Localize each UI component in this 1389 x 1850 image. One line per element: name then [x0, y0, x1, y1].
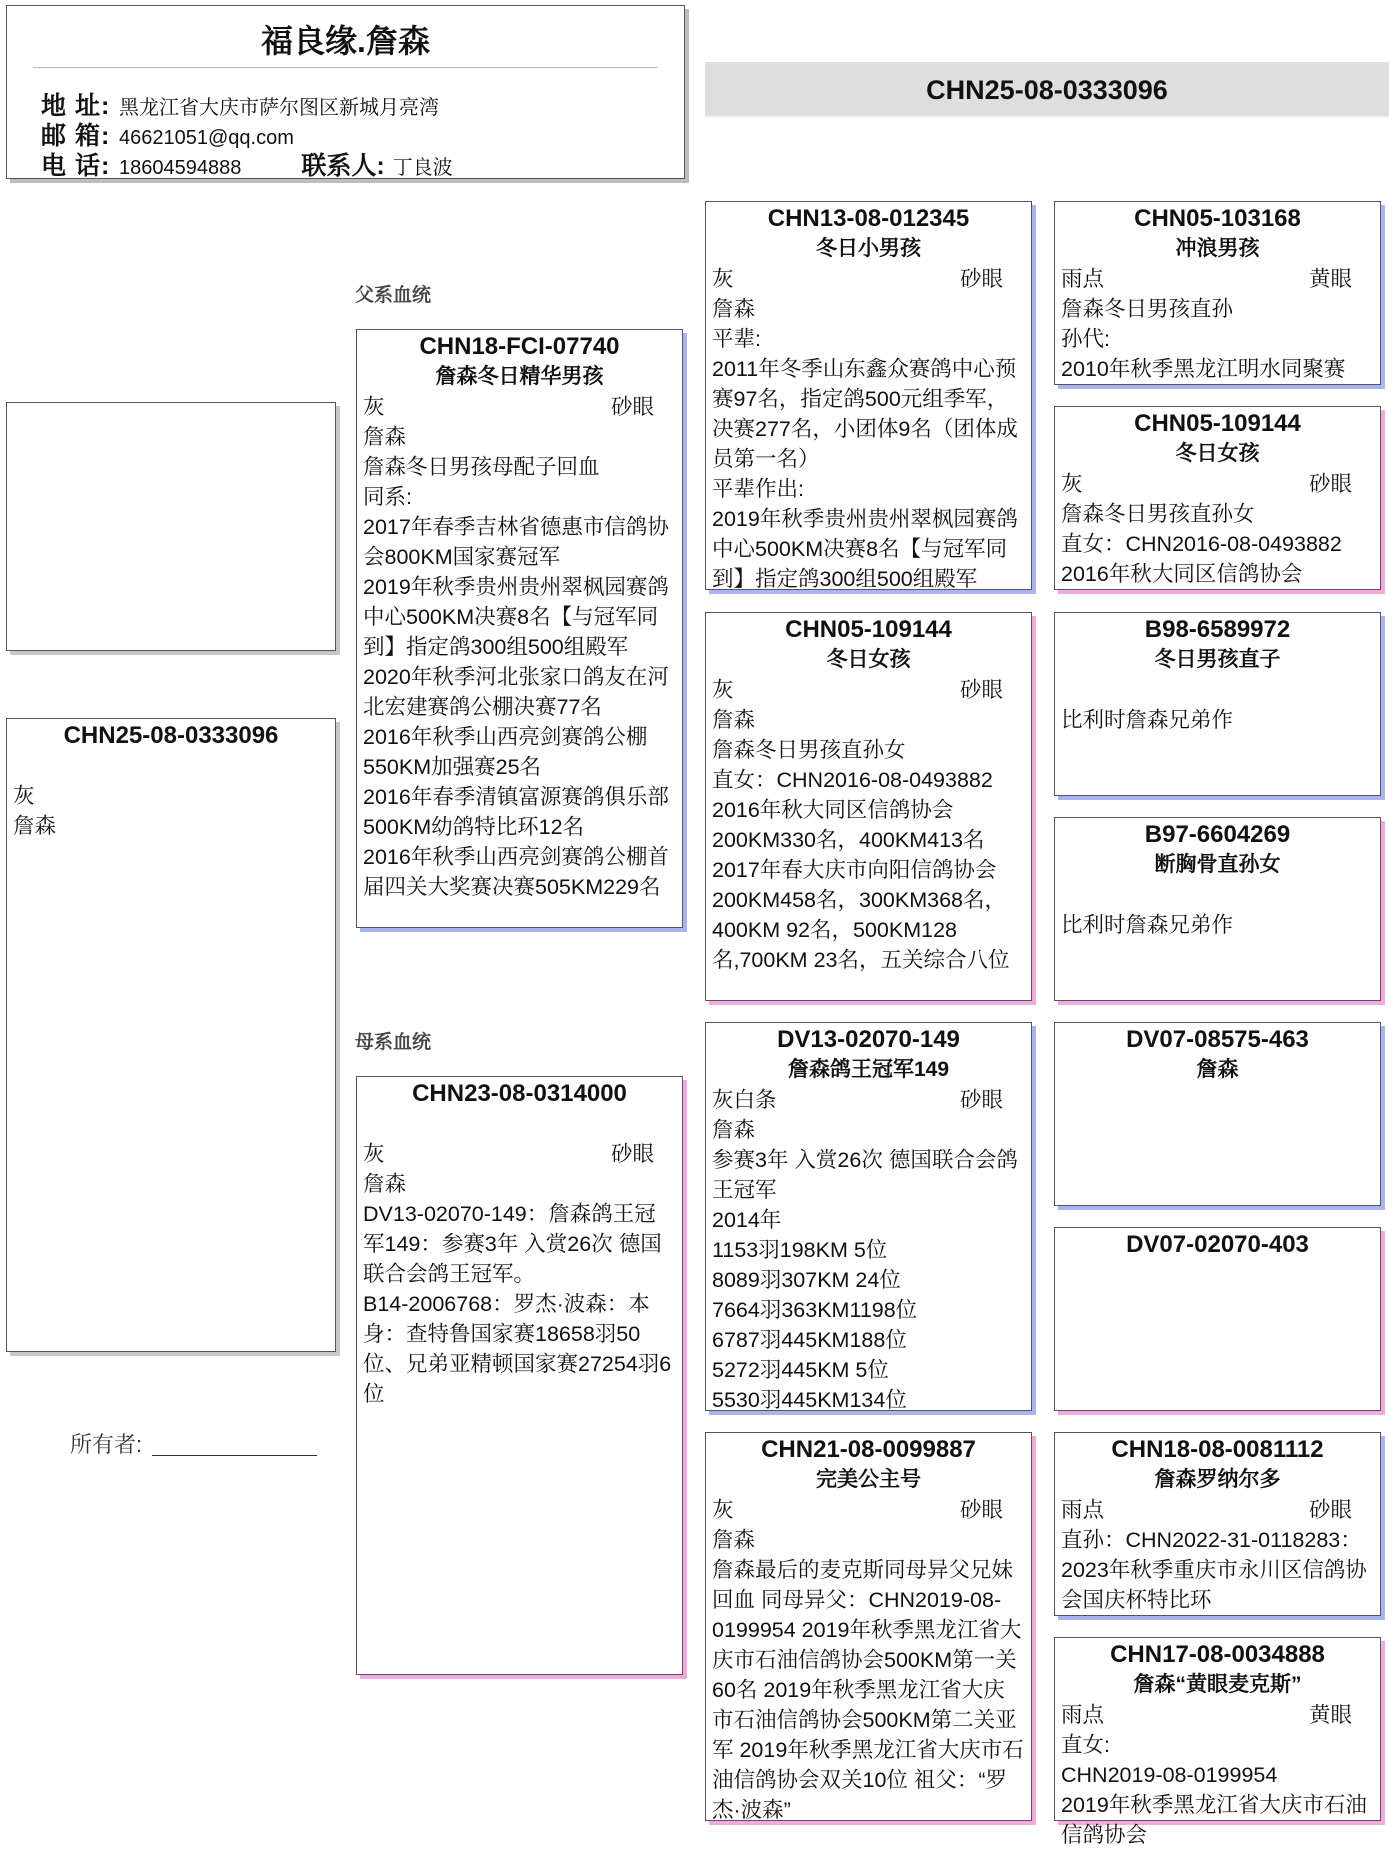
- sire-dam-line: 直女：CHN2016-08-0493882: [712, 768, 993, 792]
- sire-dam-line: 詹森冬日男孩直孙女: [712, 738, 906, 762]
- dam-dam-eye: 砂眼: [959, 1498, 1003, 1522]
- dam-line: DV13-02070-149：詹森鸽王冠军149：参赛3年 入赏26次 德国联合会鸽王冠军。: [363, 1202, 662, 1286]
- dd-sire-card: [1054, 1432, 1381, 1616]
- sd-sire-line: 比利时詹森兄弟作: [1061, 708, 1234, 732]
- sire-card: [356, 329, 683, 928]
- email-label: 邮 箱:: [41, 122, 111, 150]
- sd-dam-card: [1054, 817, 1381, 1001]
- ds-dam-ring: DV07-02070-403: [1126, 1231, 1309, 1258]
- dam-line-label: 母系血统: [355, 1032, 432, 1053]
- dam-sire-line: 6787羽445KM188位: [712, 1328, 907, 1352]
- ss-sire-name: 冲浪男孩: [1175, 237, 1260, 260]
- dam-sire-color-eye: [712, 1085, 1025, 1115]
- sire-sire-ring: CHN13-08-012345: [767, 205, 970, 232]
- dam-dam-line: 詹森最后的麦克斯同母异父兄妹回血 同母异父：CHN2019-08-0199954 2019年秋季黑龙江省大庆市石油信鸽协会500KM第一关60名 2019年秋季黑龙江省大庆市石油信鸽协会500KM第二关亚军 2019年秋季黑龙江省大庆市石油信鸽协会双关10位 祖父：“罗杰·波森”: [712, 1558, 1024, 1822]
- sire-line: 詹森冬日男孩母配子回血: [363, 455, 600, 479]
- dam-color: 灰: [363, 1142, 385, 1166]
- sd-dam-name: 断胸骨直孙女: [1154, 853, 1281, 876]
- dd-dam-line: 2019年秋季黑龙江省大庆市石油信鸽协会: [1061, 1793, 1367, 1847]
- ss-sire-color-eye: [1061, 264, 1374, 294]
- sire-eye: 砂眼: [610, 395, 654, 419]
- dd-sire-color-eye: [1061, 1495, 1374, 1525]
- dam-dam-line: 詹森: [712, 1528, 756, 1552]
- dd-dam-color-eye: [1061, 1700, 1374, 1730]
- sire-sire-line: 2011年冬季山东鑫众赛鸽中心预赛97名，指定鸽500元组季军，决赛277名，小团体9名（团体成员第一名）: [712, 357, 1018, 471]
- dd-sire-name: 詹森罗纳尔多: [1154, 1468, 1281, 1491]
- dam-sire-color: 灰白条: [712, 1088, 777, 1112]
- sire-line: 2019年秋季贵州贵州翠枫园赛鸽中心500KM决赛8名【与冠军同到】指定鸽300组500组殿军: [363, 575, 669, 659]
- sd-dam-ring: B97-6604269: [1144, 821, 1291, 848]
- dam-dam-ring: CHN21-08-0099887: [761, 1436, 976, 1463]
- dd-dam-color: 雨点: [1061, 1703, 1105, 1727]
- sire-line: 2020年秋季河北张家口鸽友在河北宏建赛鸽公棚决赛77名: [363, 665, 669, 719]
- ring-number-banner: CHN25-08-0333096: [705, 62, 1389, 118]
- sd-sire-card: [1054, 612, 1381, 796]
- sire-sire-card: [705, 201, 1032, 590]
- dd-dam-ring: CHN17-08-0034888: [1110, 1641, 1325, 1668]
- sire-dam-ring: CHN05-109144: [785, 616, 952, 643]
- sire-sire-line: 2019年秋季贵州贵州翠枫园赛鸽中心500KM决赛8名【与冠军同到】指定鸽300组500组殿军: [712, 507, 1018, 591]
- sire-line: 2016年秋季山西亮剑赛鸽公棚首届四关大奖赛决赛505KM229名: [363, 845, 669, 899]
- ss-dam-eye: 砂眼: [1308, 472, 1352, 496]
- phone-row: [41, 146, 453, 182]
- sire-line: 2017年春季吉林省德惠市信鸽协会800KM国家赛冠军: [363, 515, 669, 569]
- dam-sire-line: 2014年: [712, 1208, 782, 1232]
- dd-sire-color: 雨点: [1061, 1498, 1105, 1522]
- ds-dam-card: [1054, 1227, 1381, 1411]
- sire-line: 詹森: [363, 425, 407, 449]
- sire-dam-color-eye: [712, 675, 1025, 705]
- ss-sire-card: [1054, 201, 1381, 385]
- dam-sire-card: [705, 1022, 1032, 1411]
- subject-card: [6, 718, 336, 1352]
- header-divider: [33, 67, 658, 68]
- dd-dam-line: CHN2019-08-0199954: [1061, 1763, 1278, 1787]
- ss-dam-color: 灰: [1061, 472, 1083, 496]
- dam-sire-name: 詹森鸽王冠军149: [787, 1058, 950, 1081]
- sire-dam-name: 冬日女孩: [826, 648, 911, 671]
- ss-sire-eye: 黄眼: [1308, 267, 1352, 291]
- dam-dam-card: [705, 1432, 1032, 1821]
- loft-title: 福良缘.詹森: [261, 23, 430, 59]
- subject-strain: 詹森: [13, 814, 57, 838]
- sd-dam-line: 比利时詹森兄弟作: [1061, 913, 1234, 937]
- sire-dam-eye: 砂眼: [959, 678, 1003, 702]
- ss-dam-line: 詹森冬日男孩直孙女: [1061, 502, 1255, 526]
- dd-sire-eye: 砂眼: [1308, 1498, 1352, 1522]
- ss-dam-card: [1054, 406, 1381, 590]
- owner-field: [70, 1428, 317, 1459]
- email-value[interactable]: 46621051@qq.com: [119, 127, 294, 149]
- sire-line-label: 父系血统: [355, 285, 432, 306]
- phone-value[interactable]: 18604594888: [119, 157, 242, 179]
- dam-line: B14-2006768：罗杰·波森：本身：查特鲁国家赛18658羽50位、兄弟亚精顿国家赛27254羽6位: [363, 1292, 672, 1406]
- pigeon-photo-placeholder: [6, 402, 336, 651]
- owner-label: 所有者:: [70, 1432, 143, 1457]
- ss-sire-line: 2010年秋季黑龙江明水同聚赛: [1061, 357, 1346, 381]
- dd-dam-card: [1054, 1637, 1381, 1847]
- dam-sire-line: 8089羽307KM 24位: [712, 1268, 901, 1292]
- sire-dam-card: [705, 612, 1032, 1001]
- sire-sire-color-eye: [712, 264, 1025, 294]
- contact-value: 丁良波: [392, 157, 453, 179]
- sire-dam-line: 詹森: [712, 708, 756, 732]
- sd-sire-ring: B98-6589972: [1144, 616, 1291, 643]
- sire-sire-line: 平辈:: [712, 327, 761, 351]
- sire-sire-color: 灰: [712, 267, 734, 291]
- sire-dam-color: 灰: [712, 678, 734, 702]
- dd-dam-name: 詹森“黄眼麦克斯”: [1133, 1673, 1302, 1696]
- phone-label: 电 话:: [41, 152, 111, 180]
- ss-dam-line: 直女：CHN2016-08-0493882: [1061, 532, 1342, 556]
- dam-sire-eye: 砂眼: [959, 1088, 1003, 1112]
- dam-line: 詹森: [363, 1172, 407, 1196]
- dam-sire-line: 参赛3年 入赏26次 德国联合会鸽王冠军: [712, 1148, 1018, 1202]
- dam-dam-color-eye: [712, 1495, 1025, 1525]
- sire-sire-eye: 砂眼: [959, 267, 1003, 291]
- subject-ring: CHN25-08-0333096: [63, 722, 279, 749]
- dam-sire-line: 1153羽198KM 5位: [712, 1238, 888, 1262]
- ds-sire-ring: DV07-08575-463: [1126, 1026, 1309, 1053]
- dd-dam-line: 直女:: [1061, 1733, 1110, 1757]
- ss-dam-line: 2016年秋大同区信鸽协会: [1061, 562, 1303, 586]
- ss-sire-color: 雨点: [1061, 267, 1105, 291]
- ds-sire-name: 詹森: [1196, 1058, 1239, 1081]
- dd-sire-ring: CHN18-08-0081112: [1111, 1436, 1324, 1463]
- dam-sire-line: 詹森: [712, 1118, 756, 1142]
- dd-dam-eye: 黄眼: [1308, 1703, 1352, 1727]
- dam-dam-color: 灰: [712, 1498, 734, 1522]
- dam-dam-name: 完美公主号: [816, 1468, 921, 1491]
- dam-eye: 砂眼: [610, 1142, 654, 1166]
- ss-dam-color-eye: [1061, 469, 1374, 499]
- breeder-header: [6, 5, 685, 179]
- owner-signature-line[interactable]: [152, 1455, 317, 1456]
- sire-line: 2016年秋季山西亮剑赛鸽公棚550KM加强赛25名: [363, 725, 648, 779]
- sire-color-eye: [363, 392, 676, 422]
- dam-sire-ring: DV13-02070-149: [777, 1026, 960, 1053]
- sire-line: 同系:: [363, 485, 412, 509]
- sire-color: 灰: [363, 395, 385, 419]
- ss-sire-line: 孙代:: [1061, 327, 1110, 351]
- address-label: 地 址:: [41, 92, 111, 120]
- dam-sire-line: 5272羽445KM 5位: [712, 1358, 889, 1382]
- ss-sire-line: 詹森冬日男孩直孙: [1061, 297, 1234, 321]
- contact-label: 联系人:: [301, 152, 385, 180]
- ds-sire-card: [1054, 1022, 1381, 1206]
- ss-dam-name: 冬日女孩: [1175, 442, 1260, 465]
- sd-sire-name: 冬日男孩直子: [1154, 648, 1281, 671]
- sire-line: 2016年春季清镇富源赛鸽俱乐部500KM幼鸽特比环12名: [363, 785, 669, 839]
- dam-card: [356, 1076, 683, 1675]
- dam-sire-line: 5530羽445KM134位: [712, 1388, 907, 1412]
- sire-sire-line: 平辈作出:: [712, 477, 804, 501]
- dam-sire-line: 7664羽363KM1198位: [712, 1298, 918, 1322]
- address-value: 黑龙江省大庆市萨尔图区新城月亮湾: [119, 97, 439, 119]
- sire-sire-line: 詹森: [712, 297, 756, 321]
- sire-dam-line: 2017年春大庆市向阳信鸽协会200KM458名，300KM368名，400KM 92名，500KM128名,700KM 23名，五关综合八位: [712, 858, 1010, 972]
- sire-dam-line: 2016年秋大同区信鸽协会200KM330名，400KM413名: [712, 798, 985, 852]
- dam-color-eye: [363, 1139, 676, 1169]
- sire-ring: CHN18-FCI-07740: [419, 333, 620, 360]
- subject-color: 灰: [13, 784, 35, 808]
- ss-dam-ring: CHN05-109144: [1134, 410, 1301, 437]
- dam-ring: CHN23-08-0314000: [412, 1080, 627, 1107]
- sire-name: 詹森冬日精华男孩: [435, 365, 604, 388]
- sire-sire-name: 冬日小男孩: [816, 237, 921, 260]
- dd-sire-line: 直孙：CHN2022-31-0118283：2023年秋季重庆市永川区信鸽协会国庆杯特比环: [1061, 1528, 1367, 1612]
- ss-sire-ring: CHN05-103168: [1134, 205, 1301, 232]
